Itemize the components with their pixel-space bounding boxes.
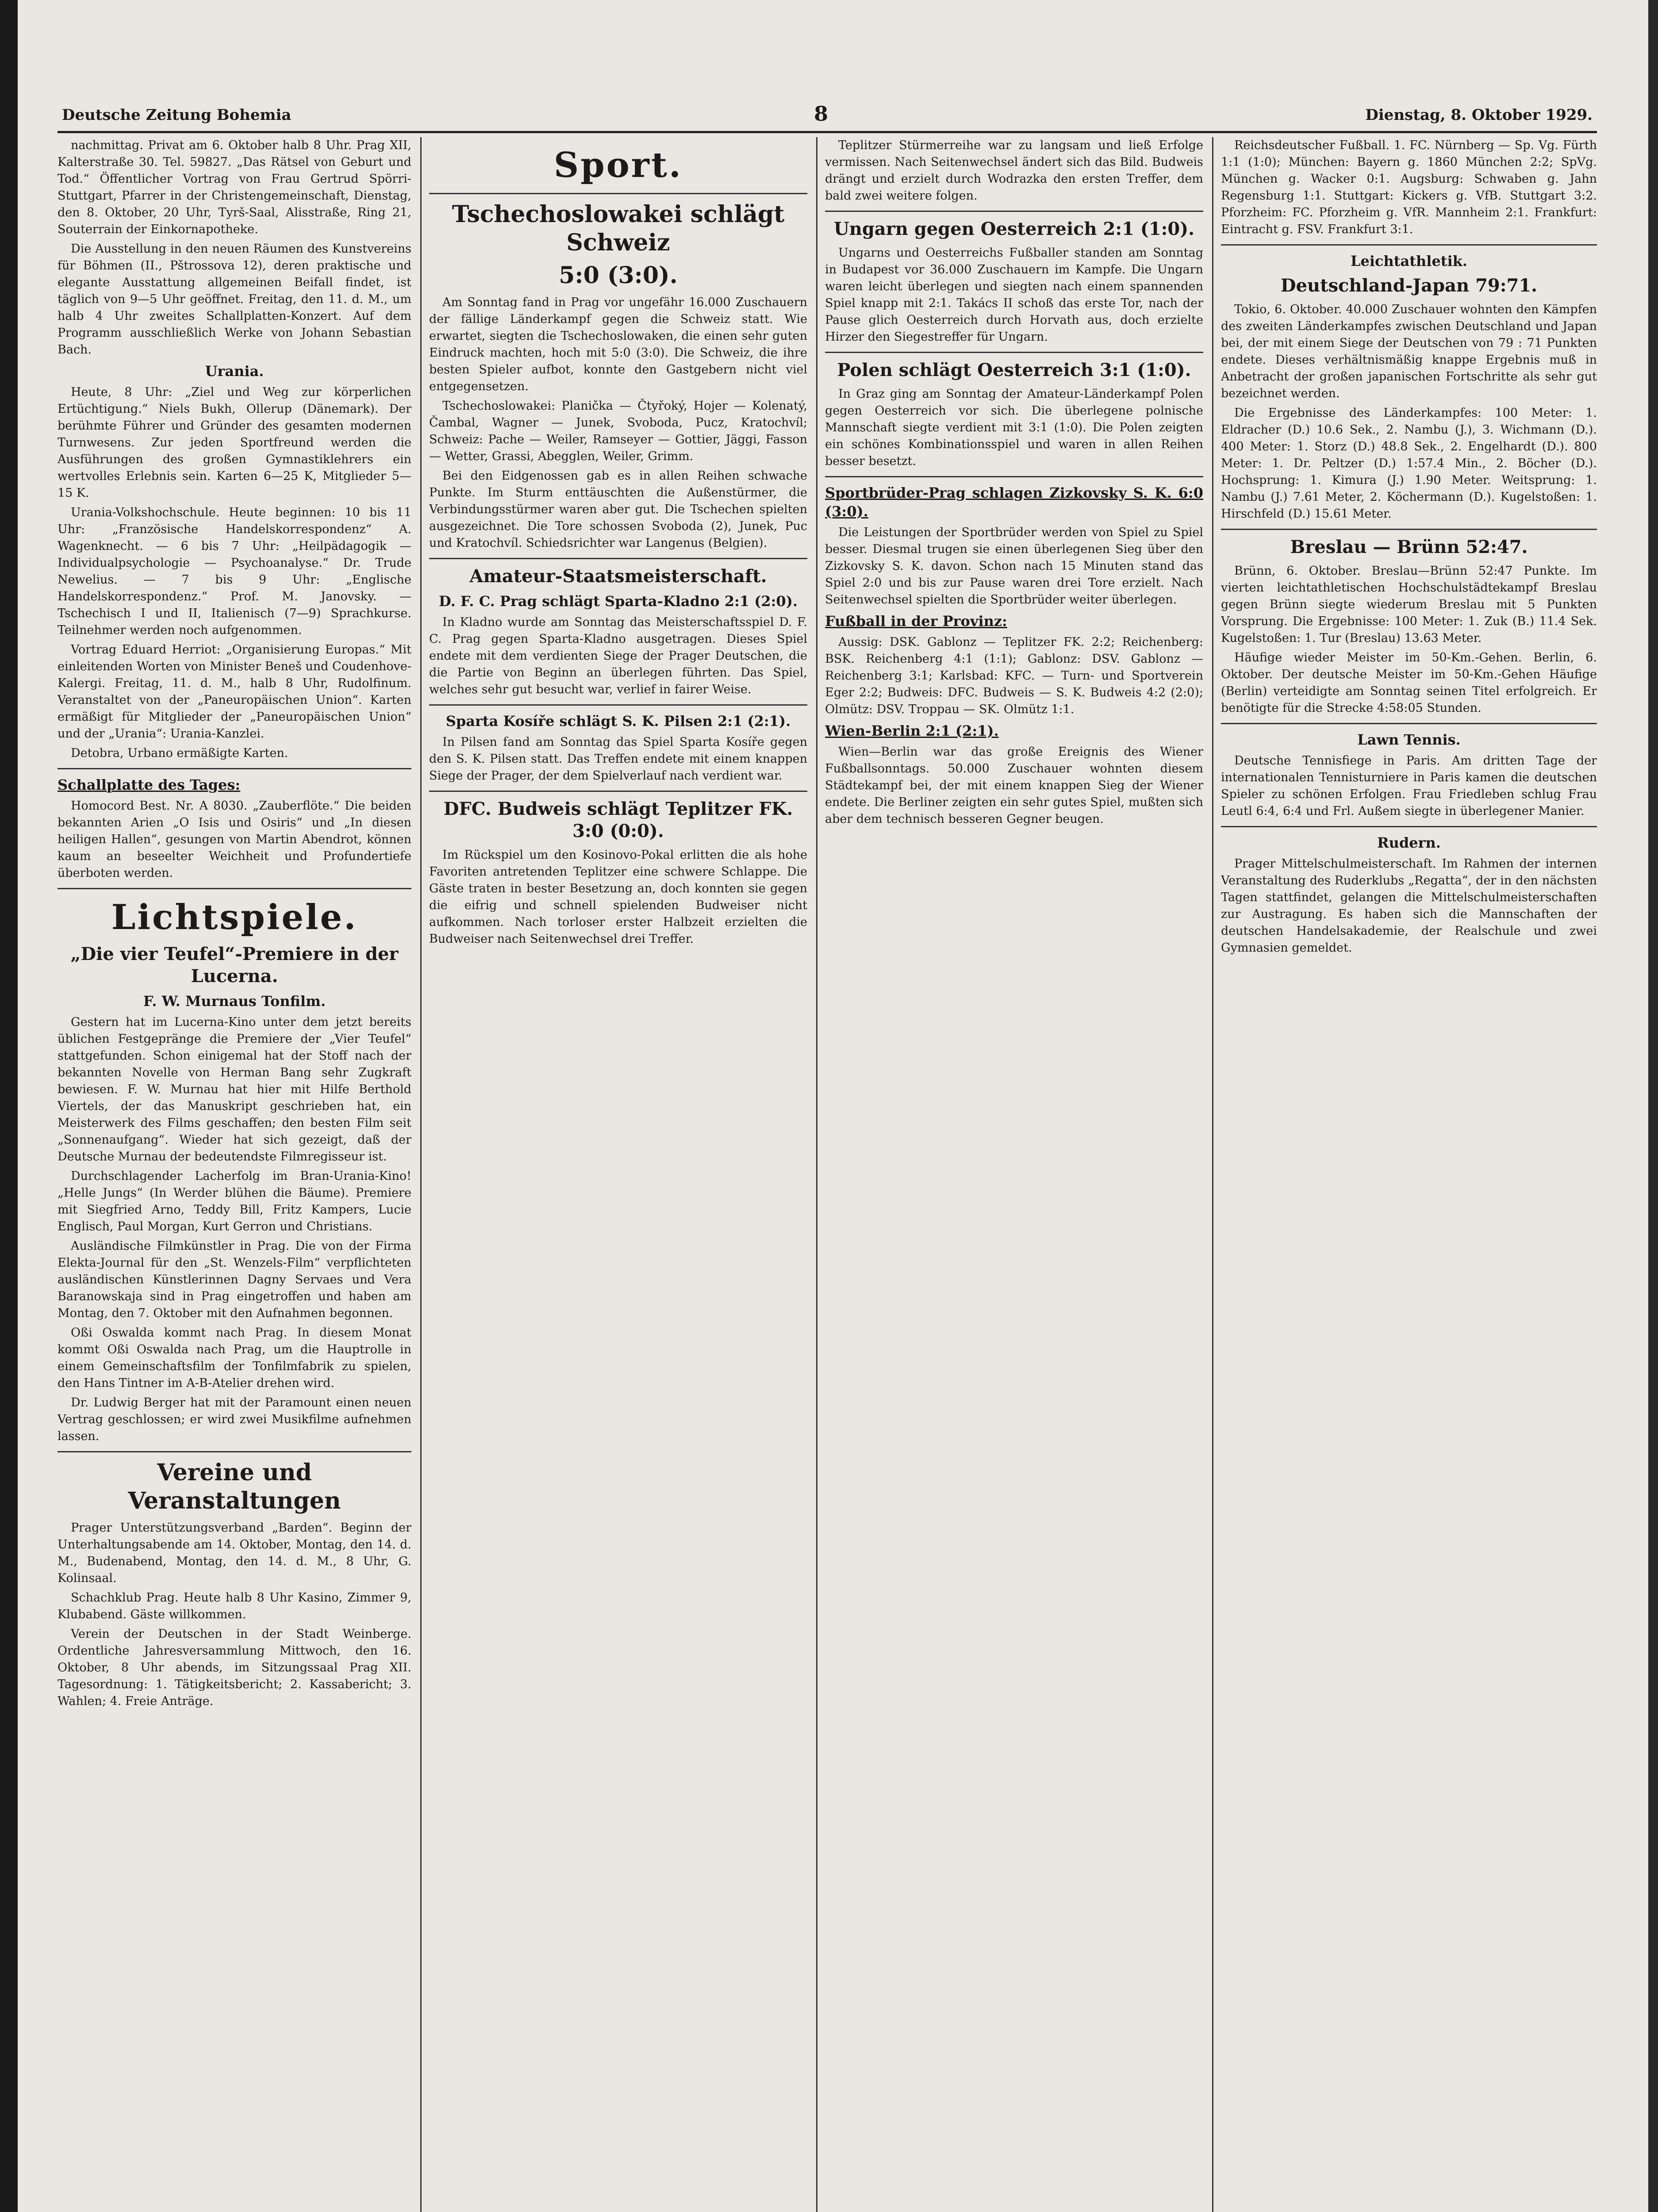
- article-paragraph: Am Sonntag fand in Prag vor ungefähr 16.000 Zuschauern der fällige Länderkampf gegen die Schweiz statt. Wie erwartet, siegten die Tschechoslowaken, die einen sehr guten Eindruck machten, hoch mit 5:0 (3:0). Die Schweiz, die ihre besten Spieler aufbot, konnte den Gastgebern nicht viel entgegensetzen.: [429, 296, 807, 393]
- article-paragraph: Bei den Eidgenossen gab es in allen Reihen schwache Punkte. Im Sturm enttäuschten die Außenstürmer, die Verbindungsstürmer waren aber gut. Die Tschechen spielten ausgezeichnet. Die Tore schossen Svoboda (2), Junek, Puc und Kratochvíl. Schiedsrichter war Langenus (Belgien).: [429, 469, 807, 550]
- separator: [1221, 826, 1597, 827]
- scan-border-right: [1648, 0, 1658, 2212]
- article-paragraph: Tschechoslowakei: Planička — Čtyřoký, Hojer — Kolenatý, Čambal, Wagner — Junek, Svoboda, Pucz, Kratochvíl; Schweiz: Pache — Weiler, Ramseyer — Gottier, Jäggi, Fasson — Wetter, Grassi, Abegglen, Weiler, Grimm.: [429, 399, 807, 463]
- article-paragraph: Durchschlagender Lacherfolg im Bran-Urania-Kino! „Helle Jungs“ (In Werder blühen die Bäume). Premiere mit Siegfried Arno, Teddy Bill, Fritz Kampers, Lucie Englisch, Paul Morgan, Kurt Gerron und Christians.: [58, 1169, 411, 1233]
- separator: [58, 888, 411, 889]
- article-paragraph: Vortrag Eduard Herriot: „Organisierung Europas.“ Mit einleitenden Worten von Minister Beneš und Coudenhove-Kalergi. Freitag, 11. d. M., halb 8 Uhr, Rudolfinum. Veranstaltet von der „Paneuropäischen Union“. Karten ermäßigt für Mitglieder der „Paneuropäischen Union“ und der „Urania“: Urania-Kanzlei.: [58, 643, 411, 741]
- match-score: 5:0 (3:0).: [559, 262, 678, 289]
- column-2: [429, 137, 807, 2212]
- header-rule: [58, 131, 1597, 133]
- separator: [58, 768, 411, 769]
- article-paragraph: Im Rückspiel um den Kosinovo-Pokal erlitten die als hohe Favoriten antretenden Teplitzer eine schwere Schlappe. Die Gäste traten in bester Besetzung an, doch konnten sie gegen die eifrig und schnell spielenden Budweiser nicht aufkommen. Nach torloser erster Halbzeit erzielten die Budweiser nach Seitenwechsel drei Treffer.: [429, 848, 807, 946]
- article-paragraph: Urania-Volkshochschule. Heute beginnen: 10 bis 11 Uhr: „Französische Handelskorrespondenz“ A. Wagenknecht. — 6 bis 7 Uhr: „Heilpädagogik — Individualpsychologie — Psychoanalyse.“ Dr. Trude Newelius. — 7 bis 9 Uhr: „Englische Handelskorrespondenz.“ Prof. M. Janovsky. — Tschechisch I und II, Italienisch (7—9) Sprachkurse. Teilnehmer werden noch aufgenommen.: [58, 506, 411, 637]
- column-divider: [816, 137, 817, 2212]
- article-headline: Tschechoslowakei schlägt Schweiz: [452, 201, 785, 256]
- separator: [429, 704, 807, 706]
- article-paragraph: Prager Unterstützungsverband „Barden“. Beginn der Unterhaltungsabende am 14. Oktober, Montag, den 14. d. M., Budenabend, Montag, den 14. d. M., 8 Uhr, G. Kolinsaal.: [58, 1521, 411, 1585]
- section-title: Sport.: [553, 145, 683, 185]
- article-paragraph: Aussig: DSK. Gablonz — Teplitzer FK. 2:2; Reichenberg: BSK. Reichenberg 4:1 (1:1); Gablonz: DSV. Gablonz — Reichenberg 3:1; Karlsbad: KFC. — Turn- und Sportverein Eger 2:2; Budweis: DFC. Budweis — S. K. Budweis 4:2 (2:0); Olmütz: DSV. Troppau — SK. Olmütz 1:1.: [825, 635, 1203, 716]
- article-paragraph: Schachklub Prag. Heute halb 8 Uhr Kasino, Zimmer 9, Klubabend. Gäste willkommen.: [58, 1591, 411, 1621]
- article-paragraph: Ausländische Filmkünstler in Prag. Die von der Firma Elekta-Journal für den „St. Wenzels-Film“ verpflichteten ausländischen Künstlerinnen Dagny Servaes und Vera Baranowskaja sind in Prag eingetroffen und haben am Montag, den 7. Oktober mit den Aufnahmen begonnen.: [58, 1239, 411, 1320]
- column-divider: [420, 137, 422, 2212]
- article-paragraph: In Kladno wurde am Sonntag das Meisterschaftsspiel D. F. C. Prag gegen Sparta-Kladno ausgetragen. Dieses Spiel endete mit dem verdienten Siege der Prager Deutschen, die die Partie von Beginn an überlegen führten. Das Spiel, welches sehr gut besucht war, verlief in fairer Weise.: [429, 615, 807, 696]
- separator: [58, 1451, 411, 1452]
- article-headline: Fußball in der Provinz:: [825, 613, 1007, 630]
- article-paragraph: In Graz ging am Sonntag der Amateur-Länderkampf Polen gegen Oesterreich vor sich. Die überlegene polnische Mannschaft siegte verdient mit 3:1 (1:0). Die Polen zeigten ein schönes Kombinationsspiel und waren in allen Reihen besser besetzt.: [825, 387, 1203, 468]
- separator: [1221, 244, 1597, 246]
- scan-border-left: [0, 0, 18, 2212]
- section-heading: Urania.: [205, 363, 264, 380]
- article-headline: DFC. Budweis schlägt Teplitzer FK. 3:0 (0:0).: [443, 799, 793, 841]
- separator: [429, 558, 807, 559]
- article-headline: Sportbrüder-Prag schlagen Zizkovsky S. K. 6:0 (3:0).: [825, 484, 1203, 520]
- article-paragraph: Deutsche Tennisfiege in Paris. Am dritten Tage der internationalen Tennisturniere in Paris kamen die deutschen Spieler zu schönen Erfolgen. Frau Friedleben schlug Frau Leutl 6:4, 6:4 und Frl. Außem siegte in überlegener Manier.: [1221, 754, 1597, 818]
- column-4: [1221, 137, 1597, 2212]
- article-headline: Sparta Kosíře schlägt S. K. Pilsen 2:1 (2:1).: [445, 713, 791, 730]
- page-number: 8: [814, 102, 829, 126]
- article-paragraph: Ungarns und Oesterreichs Fußballer standen am Sonntag in Budapest vor 36.000 Zuschauern im Kampfe. Die Ungarn waren leicht überlegen und siegten nach einem spannenden Spiel knapp mit 2:1. Takács II schoß das erste Tor, nach der Pause glich Oesterreich durch Horvath aus, doch erzielte Hirzer den Siegestreffer für Ungarn.: [825, 246, 1203, 344]
- article-headline: „Die vier Teufel“-Premiere in der Lucerna.: [70, 944, 399, 987]
- article-subheadline: F. W. Murnaus Tonfilm.: [143, 993, 326, 1010]
- article-paragraph: Die Ergebnisse des Länderkampfes: 100 Meter: 1. Eldracher (D.) 10.6 Sek., 2. Nambu (J.), 3. Wichmann (D.). 400 Meter: 1. Storz (D.) 48.8 Sek., 2. Engelhardt (D.). 800 Meter: 1. Dr. Peltzer (D.) 1:57.4 Min., 2. Böcher (D.). Hochsprung: 1. Kimura (J.) 1.90 Meter. Weitsprung: 1. Nambu (J.) 7.61 Meter, 2. Köchermann (D.). Kugelstoßen: 1. Hirschfeld (D.) 15.61 Meter.: [1221, 406, 1597, 521]
- article-headline: Wien-Berlin 2:1 (2:1).: [825, 722, 999, 739]
- separator: [1221, 723, 1597, 724]
- article-paragraph: Teplitzer Stürmerreihe war zu langsam und ließ Erfolge vermissen. Nach Seitenwechsel ändert sich das Bild. Budweis drängt und erzielt durch Wodrazka den ersten Treffer, dem bald zwei weitere folgen.: [825, 138, 1203, 203]
- article-paragraph: Häufige wieder Meister im 50-Km.-Gehen. Berlin, 6. Oktober. Der deutsche Meister im 50-Km.-Gehen Häufige (Berlin) verteidigte am Sonntag seinen Titel erfolgreich. Er benötigte für die Strecke 4:58:05 Stunden.: [1221, 651, 1597, 715]
- article-headline: Amateur-Staatsmeisterschaft.: [469, 566, 767, 587]
- article-paragraph: nachmittag. Privat am 6. Oktober halb 8 Uhr. Prag XII, Kalterstraße 30. Tel. 59827. „Das Rätsel von Geburt und Tod.“ Öffentlicher Vortrag von Frau Gertrud Spörri-Stuttgart, Pfarrer in der Christengemeinschaft, Dienstag, den 8. Oktober, 20 Uhr, Tyrš-Saal, Alisstraße, Ring 21, Souterrain der Einkornapotheke.: [58, 138, 411, 236]
- column-3: [825, 137, 1203, 2212]
- column-divider: [1212, 137, 1213, 2212]
- article-headline: Deutschland-Japan 79:71.: [1280, 275, 1538, 296]
- article-paragraph: Gestern hat im Lucerna-Kino unter dem jetzt bereits üblichen Festgepränge die Premiere der „Vier Teufel“ stattgefunden. Schon einigemal hat der Stoff nach der bekannten Novelle von Herman Bang sehr Zugkraft bewiesen. F. W. Murnau hat hier mit Hilfe Berthold Viertels, der das Manuskript geschrieben hat, ein Meisterwerk des Films geschaffen; den besten Film seit „Sonnenaufgang“. Wieder hat sich gezeigt, daß der Deutsche Murnau der bedeutendste Filmregisseur ist.: [58, 1015, 411, 1164]
- article-paragraph: Verein der Deutschen in der Stadt Weinberge. Ordentliche Jahresversammlung Mittwoch, den 16. Oktober, 8 Uhr abends, im Sitzungssaal Prag XII. Tagesordnung: 1. Tätigkeitsbericht; 2. Kassabericht; 3. Wahlen; 4. Freie Anträge.: [58, 1627, 411, 1708]
- article-headline: Polen schlägt Oesterreich 3:1 (1:0).: [837, 360, 1191, 380]
- section-heading: Rudern.: [1377, 834, 1441, 851]
- article-paragraph: Die Leistungen der Sportbrüder werden von Spiel zu Spiel besser. Diesmal trugen sie einen überlegenen Sieg über den Zizkovsky S. K. davon. Schon nach 15 Minuten stand das Spiel 2:0 und bis zur Pause waren drei Tore erzielt. Nach Seitenwechsel spielten die Sportbrüder weiter überlegen.: [825, 526, 1203, 607]
- article-paragraph: Heute, 8 Uhr: „Ziel und Weg zur körperlichen Ertüchtigung.“ Niels Bukh, Ollerup (Dänemark). Der berühmte Führer und Gründer des gesamten modernen Turnwesens. Zur jeden Sportfreund werden die Ausführungen des großen Gymnastiklehrers ein wertvolles Erlebnis sein. Karten 6—25 K, Mitglieder 5—15 K.: [58, 385, 411, 500]
- article-paragraph: In Pilsen fand am Sonntag das Spiel Sparta Kosíře gegen den S. K. Pilsen statt. Das Treffen endete mit einem knappen Siege der Prager, der dem Spielverlauf nach verdient war.: [429, 735, 807, 783]
- section-title: Lichtspiele.: [111, 897, 358, 937]
- separator: [825, 476, 1203, 477]
- section-title: Vereine und Veranstaltungen: [128, 1459, 341, 1514]
- article-paragraph: Detobra, Urbano ermäßigte Karten.: [71, 746, 288, 760]
- article-subheadline: D. F. C. Prag schlägt Sparta-Kladno 2:1 (2:0).: [439, 593, 798, 610]
- article-paragraph: Tokio, 6. Oktober. 40.000 Zuschauer wohnten den Kämpfen des zweiten Länderkampfes zwischen Deutschland und Japan bei, der mit einem Siege der Deutschen von 79 : 71 Punkten endete. Dieses verhältnismäßig knappe Ergebnis muß in Anbetracht der großen japanischen Fortschritte als sehr gut bezeichnet werden.: [1221, 303, 1597, 400]
- article-paragraph: Oßi Oswalda kommt nach Prag. In diesem Monat kommt Oßi Oswalda nach Prag, um die Hauptrolle in einem Gemeinschaftsfilm der Tonfilmfabrik zu spielen, den Hans Tintner im A-B-Atelier drehen wird.: [58, 1326, 411, 1390]
- article-paragraph: Prager Mittelschulmeisterschaft. Im Rahmen der internen Veranstaltung des Ruderklubs „Regatta“, der in den nächsten Tagen stattfindet, gelangen die Mittelschulmeisterschaften zur Austragung. Es haben sich die Mannschaften der deutschen Handelsakademie, der Realschule und zwei Gymnasien gemeldet.: [1221, 857, 1597, 955]
- issue-date: Dienstag, 8. Oktober 1929.: [1365, 106, 1593, 124]
- separator: [1221, 529, 1597, 530]
- separator: [429, 193, 807, 194]
- article-paragraph: Dr. Ludwig Berger hat mit der Paramount einen neuen Vertrag geschlossen; er wird zwei Musikfilme aufnehmen lassen.: [58, 1396, 411, 1443]
- article-headline: Ungarn gegen Oesterreich 2:1 (1:0).: [833, 219, 1195, 239]
- article-paragraph: Brünn, 6. Oktober. Breslau—Brünn 52:47 Punkte. Im vierten leichtathletischen Hochschulstädtekampf Breslau gegen Brünn siegte wiederum Breslau mit 5 Punkten Vorsprung. Die Ergebnisse: 100 Meter: 1. Zuk (B.) 11.4 Sek. Kugelstoßen: 1. Tur (Breslau) 13.63 Meter.: [1221, 564, 1597, 645]
- separator: [429, 791, 807, 792]
- section-heading: Leichtathletik.: [1350, 253, 1468, 269]
- page-header: [62, 102, 1593, 128]
- section-heading: Schallplatte des Tages:: [58, 776, 241, 793]
- newspaper-name: Deutsche Zeitung Bohemia: [62, 106, 292, 124]
- section-heading: Lawn Tennis.: [1357, 731, 1461, 748]
- article-headline: Breslau — Brünn 52:47.: [1290, 537, 1528, 557]
- article-paragraph: Die Ausstellung in den neuen Räumen des Kunstvereins für Böhmen (II., Pštrossova 12), deren praktische und elegante Ausstattung allgemeinen Beifall findet, ist täglich von 9—5 Uhr geöffnet. Freitag, den 11. d. M., um halb 4 Uhr zweites Schallplatten-Konzert. Auf dem Programm ausschließlich Werke von Johann Sebastian Bach.: [58, 242, 411, 357]
- separator: [825, 211, 1203, 212]
- column-1: [58, 137, 411, 2212]
- separator: [825, 352, 1203, 353]
- article-paragraph: Reichsdeutscher Fußball. 1. FC. Nürnberg — Sp. Vg. Fürth 1:1 (1:0); München: Bayern g. 1860 München 2:2; SpVg. München g. Wacker 0:1. Augsburg: Schwaben g. Jahn Regensburg 1:1. Stuttgart: Kickers g. VfB. Stuttgart 3:2. Pforzheim: FC. Pforzheim g. VfR. Mannheim 2:1. Frankfurt: Eintracht g. FSV. Frankfurt 3:1.: [1221, 138, 1597, 236]
- article-paragraph: Wien—Berlin war das große Ereignis des Wiener Fußballsonntags. 50.000 Zuschauer wohnten diesem Städtekampf bei, der mit einem knappen Sieg der Wiener endete. Die Berliner zeigten ein sehr gutes Spiel, mußten sich aber dem technisch besseren Gegner beugen.: [825, 745, 1203, 826]
- article-paragraph: Homocord Best. Nr. A 8030. „Zauberflöte.“ Die beiden bekannten Arien „O Isis und Osiris“ und „In diesen heiligen Hallen“, gesungen von Martin Abendrot, können kaum an beseelter Weichheit und Profundertiefe überboten werden.: [58, 799, 411, 880]
